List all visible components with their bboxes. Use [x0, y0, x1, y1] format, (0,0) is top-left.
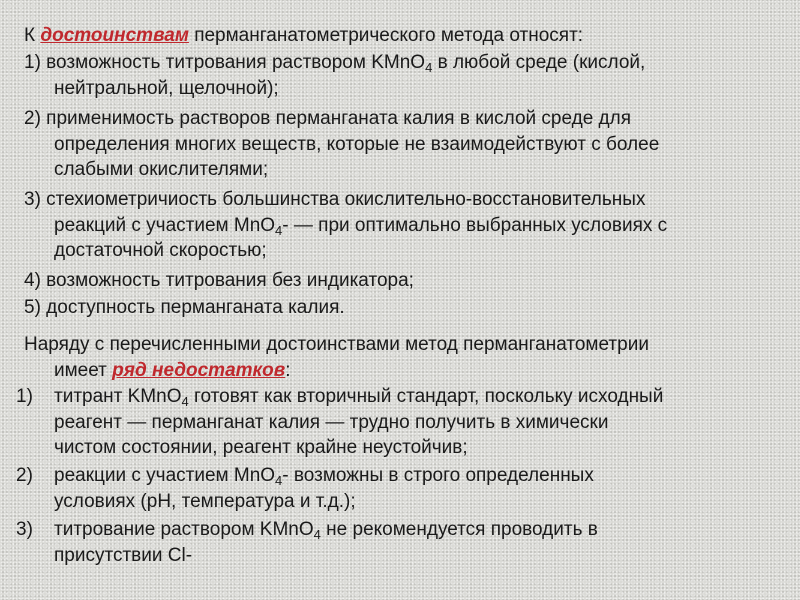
advantages-intro [24, 25, 583, 47]
disadvantage-item-1-line-2: реагент — перманганат калия — трудно получить в химически [54, 412, 609, 433]
disadvantage-item-3-text-a: титрование раствором KMnO [54, 519, 314, 540]
disadvantage-item-2-subscript: 4 [275, 473, 283, 488]
disadvantages-intro-line-1: Наряду с перечисленными достоинствами метод перманганатометрии [24, 334, 649, 355]
disadvantage-item-2-text-a: реакции с участием MnO [54, 465, 276, 486]
advantage-item-3-text-b: - — при оптимально выбранных условиях с [282, 215, 668, 236]
advantage-item-5: 5) доступность перманганата калия. [24, 297, 345, 318]
advantage-item-3-text-a: реакций с участием MnO [54, 215, 276, 236]
disadvantage-item-1-text-a: титрант KMnO [54, 386, 182, 407]
disadvantage-item-2-text-b: - возможны в строго определенных [282, 465, 594, 486]
advantage-item-2-line-1: 2) применимость растворов перманганата калия в кислой среде для [24, 108, 632, 129]
disadvantage-item-1-subscript: 4 [181, 394, 189, 409]
disadvantage-item-1-line-1 [54, 386, 663, 408]
advantage-item-3-subscript: 4 [275, 223, 283, 238]
advantage-item-3-line-2 [54, 215, 667, 237]
disadvantages-highlight: ряд недостатков [112, 360, 286, 381]
disadvantage-item-3-text-b: не рекомендуется проводить в [320, 519, 598, 540]
advantage-item-1-line-2: нейтральной, щелочной); [54, 78, 279, 99]
disadvantage-item-3-subscript: 4 [313, 527, 321, 542]
disadvantage-item-3-line-1 [54, 519, 598, 541]
disadvantage-item-2-line-2: условиях (pH, температура и т.д.); [54, 491, 356, 512]
disadvantages-intro-suffix: : [285, 360, 291, 381]
advantages-highlight: достоинствам [40, 25, 189, 46]
advantage-item-1-subscript: 4 [425, 60, 433, 75]
disadvantage-item-3-line-2: присутствии Cl- [54, 545, 193, 566]
advantage-item-2-line-3: слабыми окислителями; [54, 159, 269, 180]
disadvantage-item-1-text-b: готовят как вторичный стандарт, поскольку исходный [188, 386, 664, 407]
advantage-item-1-text-a: 1) возможность титрования раствором KMnO [24, 52, 426, 73]
disadvantages-intro-line-2 [54, 360, 291, 382]
disadvantages-intro-prefix: имеет [54, 360, 113, 381]
advantages-intro-prefix: К [24, 25, 41, 46]
advantage-item-3-line-3: достаточной скоростью; [54, 240, 267, 261]
disadvantage-number-2: 2) [16, 465, 33, 486]
disadvantage-item-2-line-1 [54, 465, 594, 487]
disadvantage-item-1-line-3: чистом состоянии, реагент крайне неустойчив; [54, 437, 468, 458]
advantage-item-1-line-1 [24, 52, 645, 74]
advantage-item-2-line-2: определения многих веществ, которые не взаимодействуют с более [54, 134, 660, 155]
disadvantage-number-1: 1) [16, 386, 33, 407]
advantage-item-4: 4) возможность титрования без индикатора; [24, 270, 414, 291]
advantages-intro-suffix: перманганатометрического метода относят: [188, 25, 584, 46]
disadvantage-number-3: 3) [16, 519, 33, 540]
advantage-item-1-text-b: в любой среде (кислой, [432, 52, 646, 73]
advantage-item-3-line-1: 3) стехиометричиость большинства окислительно-восстановительных [24, 189, 646, 210]
